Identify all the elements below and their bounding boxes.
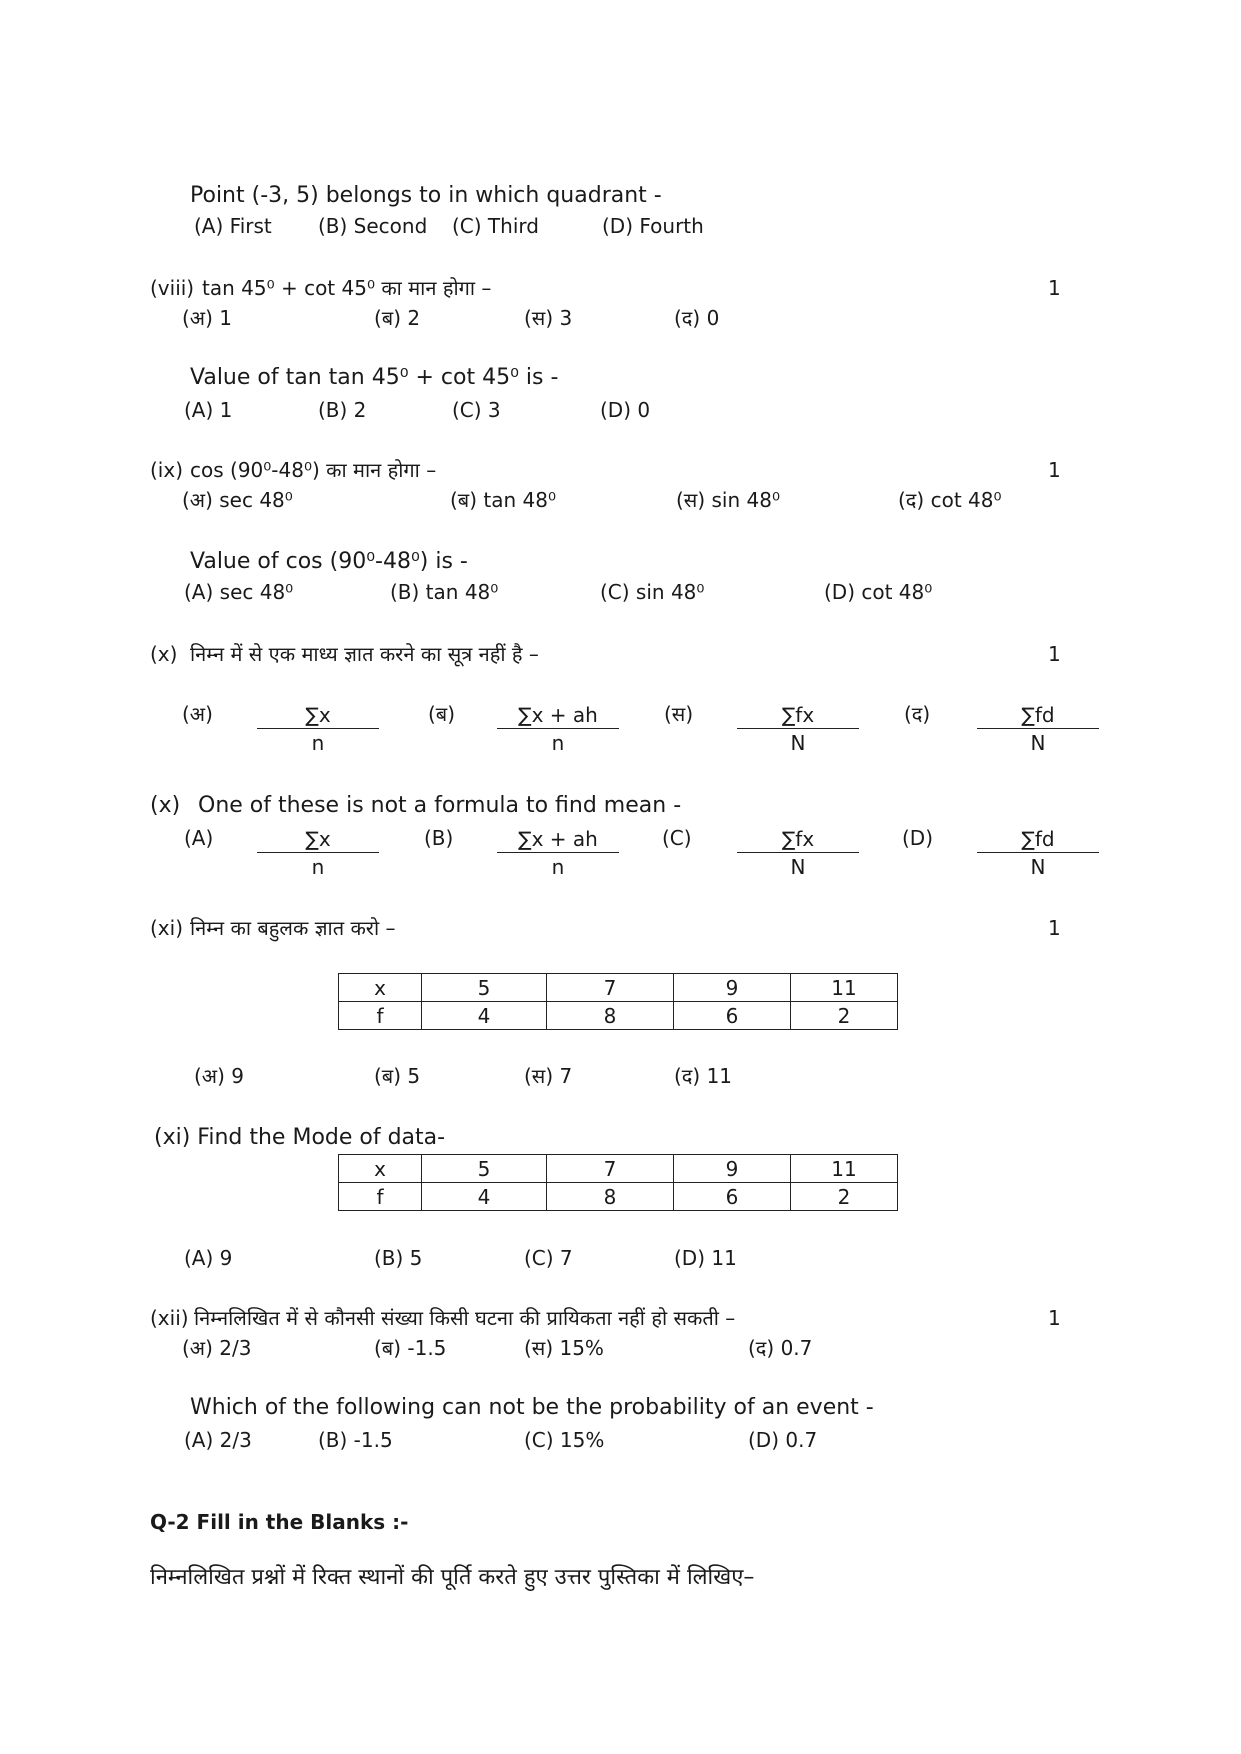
table-row bbox=[339, 1155, 898, 1183]
fraction-denominator: n bbox=[551, 731, 565, 755]
q9-stem-en: Value of cos (90⁰-48⁰) is - bbox=[190, 549, 468, 574]
q12-option-hi-c: (स) 15% bbox=[524, 1336, 604, 1360]
q10-label-en-d: (D) bbox=[902, 826, 934, 850]
table-cell: 11 bbox=[791, 1155, 898, 1183]
q8-number: (viii) bbox=[150, 276, 195, 300]
table-cell: 4 bbox=[422, 1002, 547, 1030]
q10-number-en: (x) bbox=[150, 793, 181, 818]
fraction-denominator: N bbox=[1030, 855, 1046, 879]
q11-option-hi-c: (स) 7 bbox=[524, 1064, 573, 1088]
q8-option-hi-a: (अ) 1 bbox=[182, 306, 232, 330]
q7-option-a: (A) First bbox=[194, 214, 272, 238]
q11-option-en-c: (C) 7 bbox=[524, 1246, 573, 1270]
fraction-numerator: ∑x + ah bbox=[497, 826, 619, 853]
fraction-numerator: ∑fx bbox=[737, 702, 859, 729]
fraction-numerator: ∑fd bbox=[977, 702, 1099, 729]
q9-option-hi-a: (अ) sec 48⁰ bbox=[182, 488, 293, 512]
q10-stem-hi: निम्न में से एक माध्य ज्ञात करने का सूत्र नहीं है – bbox=[190, 642, 539, 666]
fraction-en-b bbox=[497, 826, 619, 879]
q10-label-hi-a: (अ) bbox=[182, 702, 213, 726]
q12-stem-en: Which of the following can not be the probability of an event - bbox=[190, 1395, 874, 1420]
fraction-en-d bbox=[977, 826, 1099, 879]
table-cell: 6 bbox=[674, 1183, 791, 1211]
q9-number: (ix) bbox=[150, 458, 183, 482]
q9-marks: 1 bbox=[1048, 458, 1061, 482]
q10-marks: 1 bbox=[1048, 642, 1061, 666]
q11-stem-en: (xi) Find the Mode of data- bbox=[154, 1125, 446, 1150]
fraction-numerator: ∑fx bbox=[737, 826, 859, 853]
table-row bbox=[339, 1183, 898, 1211]
table-cell: f bbox=[339, 1183, 422, 1211]
q8-option-hi-c: (स) 3 bbox=[524, 306, 573, 330]
fraction-numerator: ∑x + ah bbox=[497, 702, 619, 729]
table-cell: f bbox=[339, 1002, 422, 1030]
mode-data-table-hi bbox=[338, 973, 898, 1030]
table-cell: 11 bbox=[791, 974, 898, 1002]
q12-option-en-b: (B) -1.5 bbox=[318, 1428, 393, 1452]
q10-label-en-b: (B) bbox=[424, 826, 454, 850]
q11-option-en-a: (A) 9 bbox=[184, 1246, 233, 1270]
q12-option-hi-b: (ब) -1.5 bbox=[374, 1336, 447, 1360]
q7-stem-en: Point (-3, 5) belongs to in which quadrant - bbox=[190, 183, 662, 208]
fraction-hi-b bbox=[497, 702, 619, 755]
q9-option-en-d: (D) cot 48⁰ bbox=[824, 580, 933, 604]
q12-marks: 1 bbox=[1048, 1306, 1061, 1330]
q8-option-en-a: (A) 1 bbox=[184, 398, 233, 422]
fraction-denominator: N bbox=[790, 855, 806, 879]
q9-option-en-b: (B) tan 48⁰ bbox=[390, 580, 499, 604]
mode-data-table-en bbox=[338, 1154, 898, 1211]
fraction-denominator: n bbox=[551, 855, 565, 879]
q12-stem-hi: निम्नलिखित में से कौनसी संख्या किसी घटना की प्रायिकता नहीं हो सकती – bbox=[194, 1306, 736, 1330]
q8-option-en-d: (D) 0 bbox=[600, 398, 651, 422]
q2-heading: Q-2 Fill in the Blanks :- bbox=[150, 1510, 409, 1534]
table-cell: 8 bbox=[547, 1183, 674, 1211]
q11-option-en-d: (D) 11 bbox=[674, 1246, 737, 1270]
q12-option-en-c: (C) 15% bbox=[524, 1428, 605, 1452]
q10-label-hi-c: (स) bbox=[664, 702, 694, 726]
table-cell: x bbox=[339, 1155, 422, 1183]
fraction-hi-c bbox=[737, 702, 859, 755]
q12-option-en-a: (A) 2/3 bbox=[184, 1428, 252, 1452]
table-cell: 7 bbox=[547, 974, 674, 1002]
q7-option-d: (D) Fourth bbox=[602, 214, 704, 238]
q9-option-hi-c: (स) sin 48⁰ bbox=[676, 488, 780, 512]
q9-option-hi-b: (ब) tan 48⁰ bbox=[450, 488, 556, 512]
q11-stem-hi: निम्न का बहुलक ज्ञात करो – bbox=[190, 916, 396, 940]
fraction-hi-a bbox=[257, 702, 379, 755]
q9-option-en-a: (A) sec 48⁰ bbox=[184, 580, 294, 604]
table-cell: 2 bbox=[791, 1002, 898, 1030]
q9-option-en-c: (C) sin 48⁰ bbox=[600, 580, 705, 604]
q10-label-hi-b: (ब) bbox=[428, 702, 456, 726]
q2-instruction: निम्नलिखित प्रश्नों में रिक्त स्थानों की पूर्ति करते हुए उत्तर पुस्तिका में लिखिए– bbox=[150, 1565, 755, 1590]
q9-option-hi-d: (द) cot 48⁰ bbox=[898, 488, 1002, 512]
table-cell: 8 bbox=[547, 1002, 674, 1030]
q11-option-hi-d: (द) 11 bbox=[674, 1064, 733, 1088]
q8-stem-hi: tan 45⁰ + cot 45⁰ का मान होगा – bbox=[202, 276, 492, 300]
table-row bbox=[339, 974, 898, 1002]
table-cell: 9 bbox=[674, 1155, 791, 1183]
fraction-en-c bbox=[737, 826, 859, 879]
fraction-numerator: ∑fd bbox=[977, 826, 1099, 853]
q8-stem-en: Value of tan tan 45⁰ + cot 45⁰ is - bbox=[190, 365, 559, 390]
q8-marks: 1 bbox=[1048, 276, 1061, 300]
table-cell: 9 bbox=[674, 974, 791, 1002]
table-cell: 2 bbox=[791, 1183, 898, 1211]
q12-option-hi-d: (द) 0.7 bbox=[748, 1336, 813, 1360]
table-cell: x bbox=[339, 974, 422, 1002]
table-row bbox=[339, 1002, 898, 1030]
fraction-hi-d bbox=[977, 702, 1099, 755]
fraction-numerator: ∑x bbox=[257, 826, 379, 853]
q7-option-b: (B) Second bbox=[318, 214, 428, 238]
q12-option-en-d: (D) 0.7 bbox=[748, 1428, 818, 1452]
table-cell: 7 bbox=[547, 1155, 674, 1183]
fraction-denominator: N bbox=[790, 731, 806, 755]
fraction-en-a bbox=[257, 826, 379, 879]
q11-option-en-b: (B) 5 bbox=[374, 1246, 423, 1270]
q7-option-c: (C) Third bbox=[452, 214, 539, 238]
q10-number-hi: (x) bbox=[150, 642, 178, 666]
q11-number-hi: (xi) bbox=[150, 916, 183, 940]
q9-stem-hi: cos (90⁰-48⁰) का मान होगा – bbox=[190, 458, 437, 482]
q11-option-hi-a: (अ) 9 bbox=[194, 1064, 244, 1088]
q8-option-hi-d: (द) 0 bbox=[674, 306, 720, 330]
q8-option-en-b: (B) 2 bbox=[318, 398, 367, 422]
q11-marks: 1 bbox=[1048, 916, 1061, 940]
q8-option-hi-b: (ब) 2 bbox=[374, 306, 421, 330]
q12-option-hi-a: (अ) 2/3 bbox=[182, 1336, 252, 1360]
table-cell: 6 bbox=[674, 1002, 791, 1030]
table-cell: 5 bbox=[422, 974, 547, 1002]
q10-label-en-c: (C) bbox=[662, 826, 692, 850]
q10-label-hi-d: (द) bbox=[904, 702, 931, 726]
fraction-denominator: N bbox=[1030, 731, 1046, 755]
table-cell: 5 bbox=[422, 1155, 547, 1183]
q12-number: (xii) bbox=[150, 1306, 189, 1330]
q10-label-en-a: (A) bbox=[184, 826, 214, 850]
fraction-denominator: n bbox=[311, 855, 325, 879]
q8-option-en-c: (C) 3 bbox=[452, 398, 501, 422]
table-cell: 4 bbox=[422, 1183, 547, 1211]
q11-option-hi-b: (ब) 5 bbox=[374, 1064, 421, 1088]
q10-stem-en: One of these is not a formula to find mean - bbox=[198, 793, 682, 818]
fraction-numerator: ∑x bbox=[257, 702, 379, 729]
fraction-denominator: n bbox=[311, 731, 325, 755]
